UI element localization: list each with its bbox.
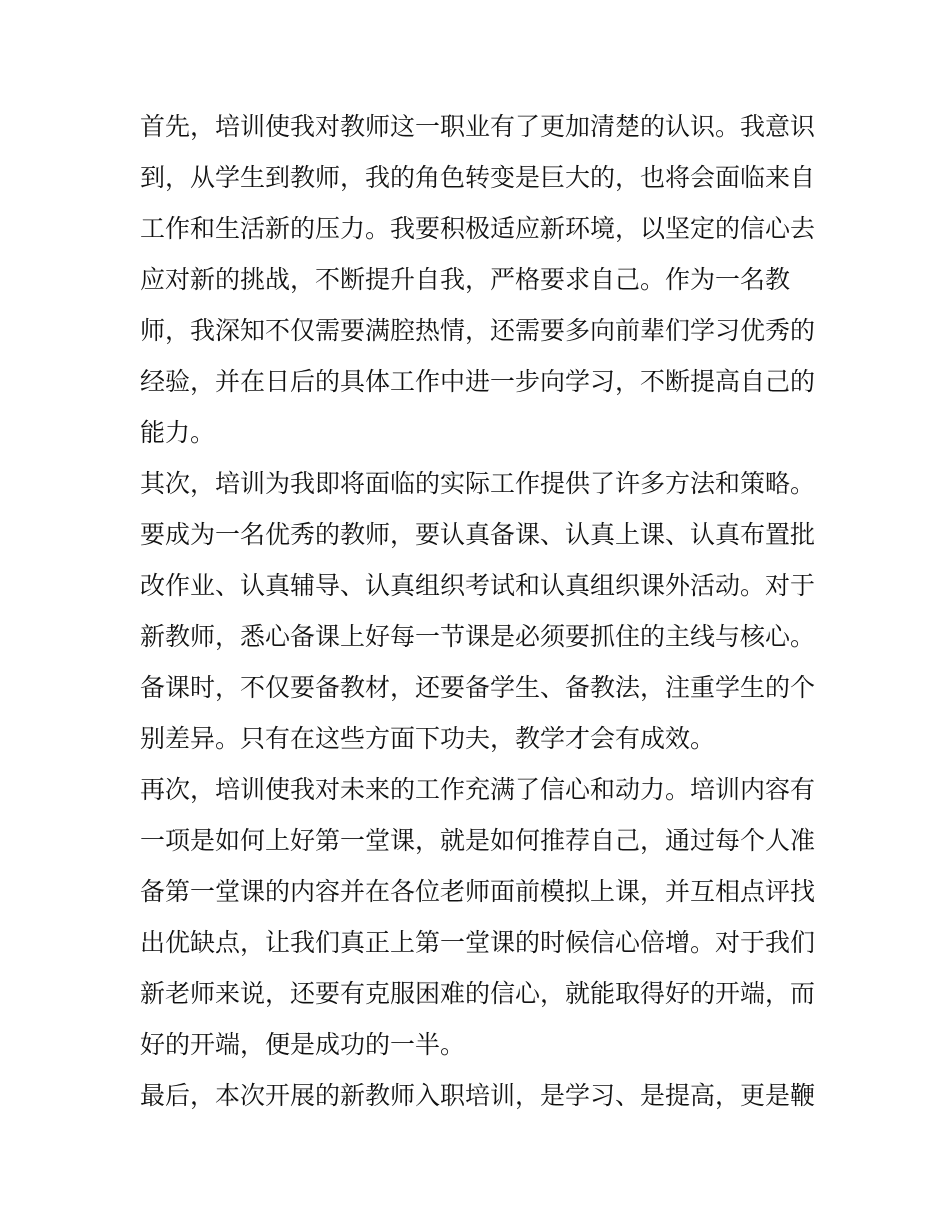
text-line: 一项是如何上好第一堂课，就是如何推荐自己，通过每个人准 [140,826,815,855]
text-line: 好的开端，便是成功的一半。 [140,1030,466,1059]
text-line: 最后，本次开展的新教师入职培训，是学习、是提高，更是鞭 [140,1081,815,1110]
text-line: 首先，培训使我对教师这一职业有了更加清楚的认识。我意识 [140,112,815,141]
text-line: 备课时，不仅要备教材，还要备学生、备教法，注重学生的个 [140,673,815,702]
text-line: 应对新的挑战，不断提升自我，严格要求自己。作为一名教 [140,265,791,294]
text-line: 备第一堂课的内容并在各位老师面前模拟上课，并互相点评找 [140,877,815,906]
text-line: 改作业、认真辅导、认真组织考试和认真组织课外活动。对于 [140,571,815,600]
text-line: 再次，培训使我对未来的工作充满了信心和动力。培训内容有 [140,775,815,804]
text-line: 其次，培训为我即将面临的实际工作提供了许多方法和策略。 [140,469,815,498]
text-line: 经验，并在日后的具体工作中进一步向学习，不断提高自己的 [140,367,815,396]
text-line: 工作和生活新的压力。我要积极适应新环境，以坚定的信心去 [140,214,815,243]
text-line: 新教师，悉心备课上好每一节课是必须要抓住的主线与核心。 [140,622,815,651]
text-line: 别差异。只有在这些方面下功夫，教学才会有成效。 [140,724,716,753]
text-line: 要成为一名优秀的教师，要认真备课、认真上课、认真布置批 [140,520,815,549]
text-line: 到，从学生到教师，我的角色转变是巨大的，也将会面临来自 [140,163,815,192]
text-line: 能力。 [140,418,216,447]
text-line: 出优缺点，让我们真正上第一堂课的时候信心倍增。对于我们 [140,928,815,957]
text-line: 师，我深知不仅需要满腔热情，还需要多向前辈们学习优秀的 [140,316,815,345]
text-line: 新老师来说，还要有克服困难的信心，就能取得好的开端，而 [140,979,815,1008]
